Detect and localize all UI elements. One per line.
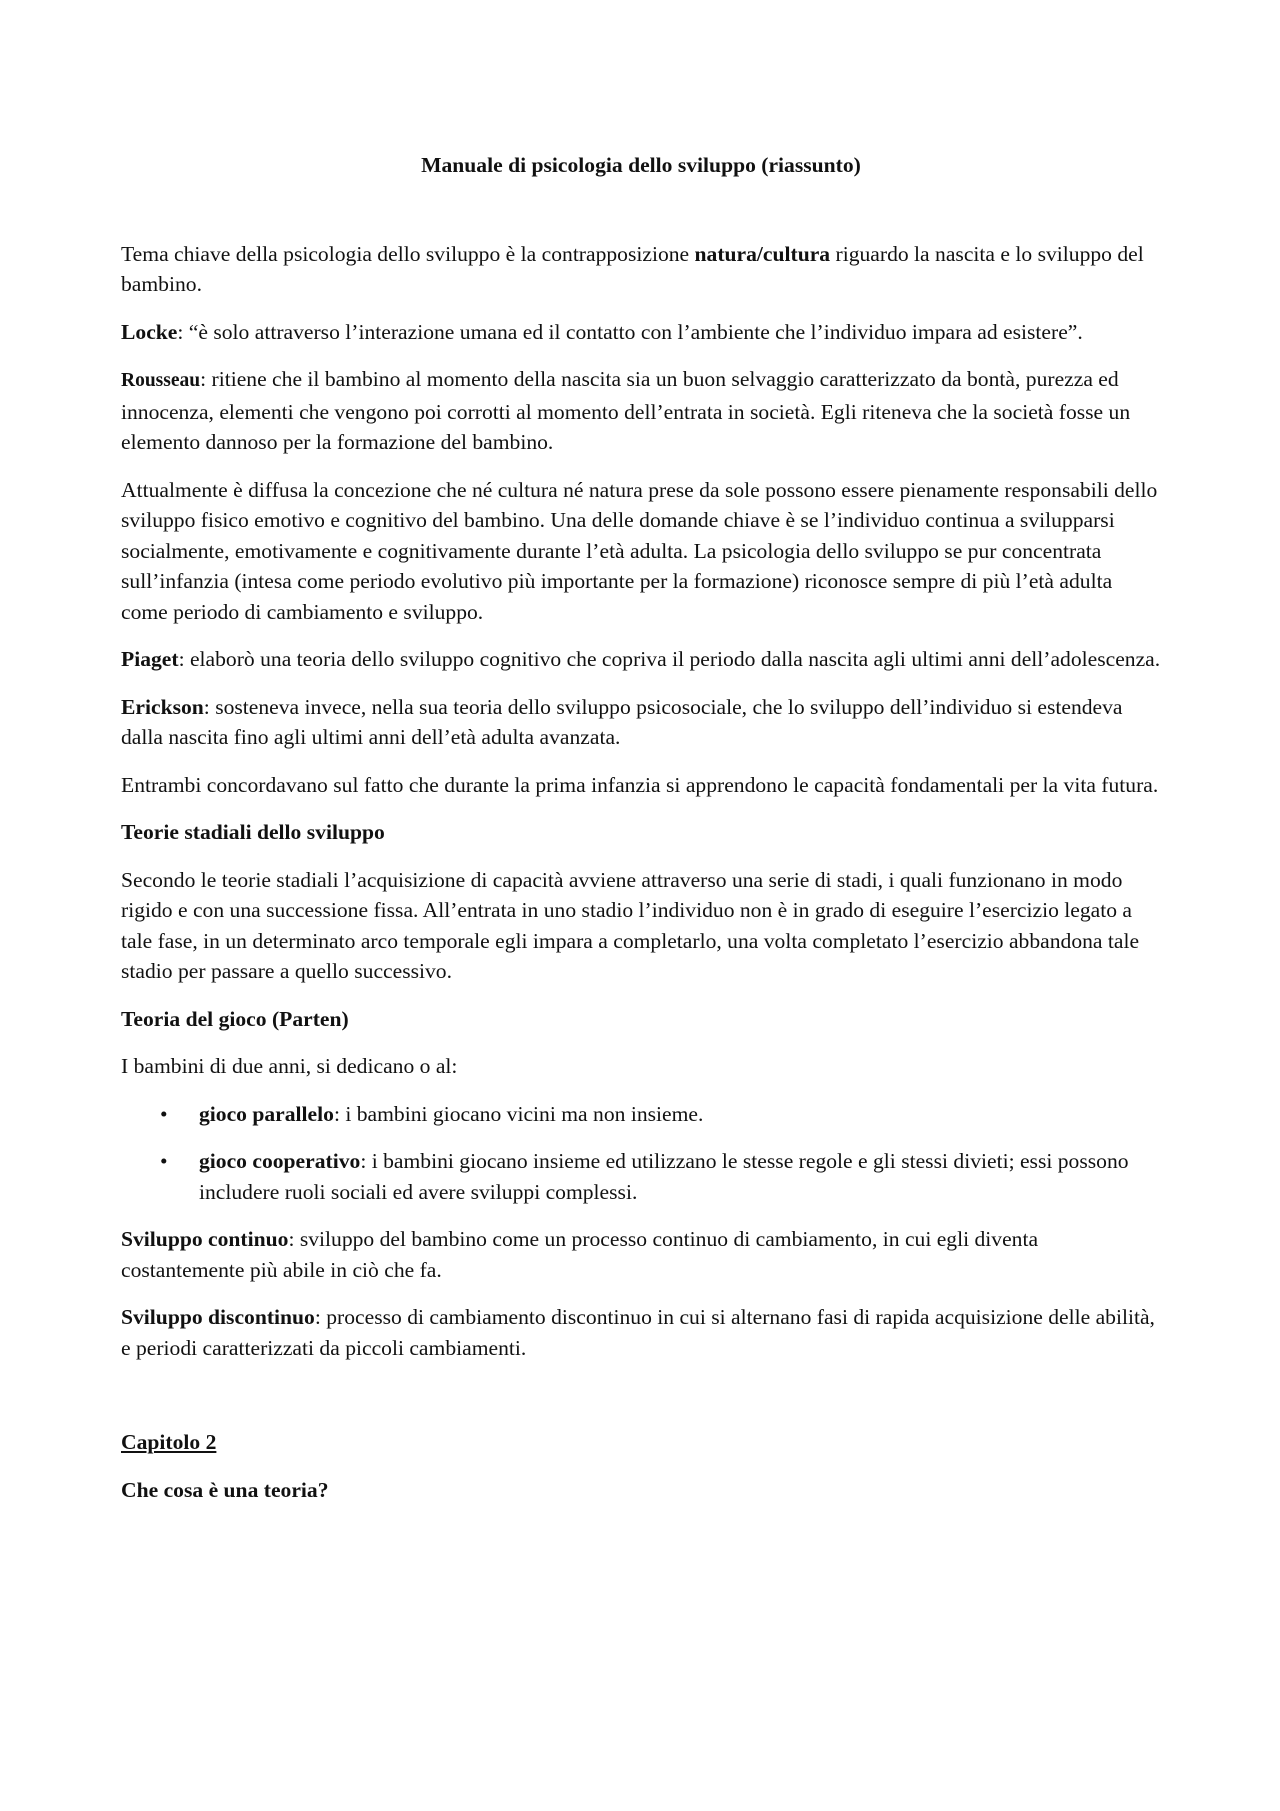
text: : sosteneva invece, nella sua teoria dello sviluppo psicosociale, che lo sviluppo dell’individuo si estendeva dalla nascita fino agli ultimi anni dell’età adulta avanzata. bbox=[121, 694, 1123, 749]
heading-teorie-stadiali: Teorie stadiali dello sviluppo bbox=[121, 820, 385, 844]
text: : ritiene che il bambino al momento della nascita sia un buon selvaggio caratterizzato da bontà, purezza ed innocenza, elementi che vengono poi corrotti al momento dell’entrata in società. Egli riteneva che la società fosse un elemento dannoso per la formazione del bambino. bbox=[121, 367, 1131, 454]
paragraph-entrambi: Entrambi concordavano sul fatto che durante la prima infanzia si apprendono le capacità fondamentali per la vita futura. bbox=[121, 772, 1159, 797]
text: Tema chiave della psicologia dello sviluppo è la contrapposizione bbox=[121, 241, 695, 266]
paragraph-bambini-due-anni: I bambini di due anni, si dedicano o al: bbox=[121, 1054, 458, 1078]
paragraph-teorie-stadiali: Secondo le teorie stadiali l’acquisizione di capacità avviene attraverso una serie di stadi, i quali funzionano in modo rigido e con una successione fissa. All’entrata in uno stadio l’individuo non è in grado di eseguire l’esercizio legato a tale fase, in un determinato arco temporale egli impara a completarlo, una volta completato l’esercizio abbandona tale stadio per passare a quello successivo. bbox=[121, 867, 1140, 983]
term-piaget: Piaget bbox=[121, 647, 179, 671]
chapter-heading: Capitolo 2 bbox=[121, 1430, 217, 1454]
paragraph-locke bbox=[121, 317, 1161, 348]
paragraph-rousseau bbox=[121, 364, 1161, 458]
text: : i bambini giocano insieme ed utilizzano le stesse regole e gli stessi divieti; essi possono includere ruoli sociali ed avere sviluppi complessi. bbox=[199, 1149, 1129, 1204]
text: : i bambini giocano vicini ma non insieme. bbox=[333, 1101, 704, 1126]
list-item bbox=[121, 1099, 1161, 1130]
term-erickson: Erickson bbox=[121, 694, 204, 719]
text: : “è solo attraverso l’interazione umana ed il contatto con l’ambiente che l’individuo impara ad esistere”. bbox=[177, 319, 1083, 344]
paragraph-concezione: Attualmente è diffusa la concezione che né cultura né natura prese da sole possono essere pienamente responsabili dello sviluppo fisico emotivo e cognitivo del bambino. Una delle domande chiave è se l’individuo continua a svilupparsi socialmente, emotivamente e cognitivamente durante l’età adulta. La psicologia dello sviluppo se pur concentrata sull’infanzia (intesa come periodo evolutivo più importante per la formazione) riconosce sempre di più l’età adulta come periodo di cambiamento e sviluppo. bbox=[121, 477, 1158, 624]
text: riguardo la nascita e lo sviluppo del bambino. bbox=[121, 241, 1144, 296]
term-gioco-parallelo: gioco parallelo bbox=[199, 1101, 334, 1126]
text: : sviluppo del bambino come un processo continuo di cambiamento, in cui egli diventa costantemente più abile in ciò che fa. bbox=[121, 1227, 1039, 1282]
gioco-list bbox=[121, 1099, 1161, 1208]
list-item bbox=[121, 1146, 1161, 1207]
paragraph-erickson bbox=[121, 692, 1161, 753]
document-title: Manuale di psicologia dello sviluppo (riassunto) bbox=[421, 153, 861, 177]
paragraph-sviluppo-discontinuo bbox=[121, 1302, 1161, 1363]
heading-che-cosa-teoria: Che cosa è una teoria? bbox=[121, 1477, 329, 1502]
bullet-icon: • bbox=[160, 1149, 168, 1173]
document-body bbox=[121, 150, 1161, 1522]
term-locke: Locke bbox=[121, 319, 178, 344]
heading-teoria-gioco: Teoria del gioco (Parten) bbox=[121, 1006, 349, 1031]
text: : elaborò una teoria dello sviluppo cognitivo che copriva il periodo dalla nascita agli ultimi anni dell’adolescenza. bbox=[178, 647, 1161, 671]
paragraph-sviluppo-continuo bbox=[121, 1224, 1161, 1285]
paragraph-natura-cultura bbox=[121, 239, 1161, 300]
term-gioco-cooperativo: gioco cooperativo bbox=[199, 1149, 361, 1173]
text: : processo di cambiamento discontinuo in cui si alternano fasi di rapida acquisizione delle abilità, e periodi caratterizzati da piccoli cambiamenti. bbox=[121, 1305, 1155, 1360]
paragraph-piaget bbox=[121, 644, 1161, 675]
term-sviluppo-discontinuo: Sviluppo discontinuo bbox=[121, 1305, 315, 1329]
term-rousseau: Rousseau bbox=[121, 370, 201, 391]
term-natura-cultura: natura/cultura bbox=[694, 241, 831, 266]
bullet-icon: • bbox=[160, 1101, 168, 1126]
term-sviluppo-continuo: Sviluppo continuo bbox=[121, 1227, 289, 1251]
